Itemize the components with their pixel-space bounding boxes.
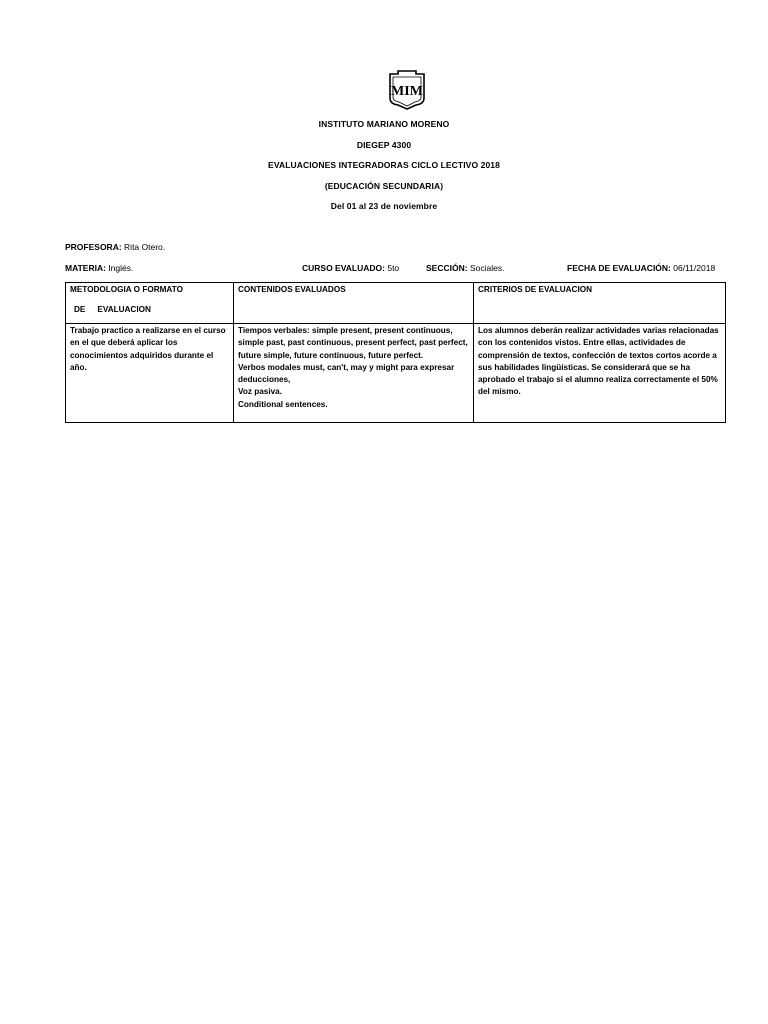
- evaluation-date-info: [567, 263, 715, 273]
- section-value: Sociales.: [469, 263, 505, 273]
- header-methodology-line2: [70, 304, 229, 316]
- cell-contents: [234, 324, 474, 423]
- header-criteria: CRITERIOS DE EVALUACION: [474, 283, 726, 324]
- contents-passive-voice: Voz pasiva.: [238, 387, 282, 397]
- section-info: [426, 263, 504, 273]
- section-label: SECCIÓN:: [426, 263, 468, 273]
- course-label: CURSO EVALUADO:: [302, 263, 385, 273]
- header-methodology-evaluacion: EVALUACION: [97, 305, 151, 315]
- cell-criteria: Los alumnos deberán realizar actividades varias relacionadas con los contenidos vistos. Entre ellas, actividades de comprensión de textos, confección de textos cortos acorde a sus habilidades lingüísticas. Se considerará que se ha aprobado el trabajo si el alumno realiza correctamente el 50% del mismo.: [474, 324, 726, 423]
- subject-info: [65, 263, 133, 273]
- education-level: (EDUCACIÓN SECUNDARIA): [324, 181, 444, 191]
- header-methodology: [66, 283, 234, 324]
- evaluation-date-label: FECHA DE EVALUACIÓN:: [567, 263, 671, 273]
- teacher-info: [65, 242, 165, 252]
- course-value: 5to: [387, 263, 400, 273]
- table-header-row: [66, 283, 726, 324]
- evaluation-table: [65, 282, 726, 423]
- header-methodology-line1: METODOLOGIA O FORMATO: [70, 285, 183, 294]
- school-crest-logo: [387, 70, 427, 110]
- school-name: INSTITUTO MARIANO MORENO: [318, 119, 450, 129]
- evaluation-dates: Del 01 al 23 de noviembre: [330, 201, 438, 211]
- logo-monogram: MIM: [391, 84, 423, 99]
- subject-label: MATERIA:: [65, 263, 106, 273]
- evaluation-date-value: 06/11/2018: [673, 263, 716, 273]
- school-code: DIEGEP 4300: [356, 140, 412, 150]
- subject-value: Inglés.: [108, 263, 134, 273]
- contents-verb-tenses: Tiempos verbales: simple present, present continuous, simple past, past continuous, present perfect, past perfect, future simple, future continuous, future perfect.: [238, 326, 468, 360]
- teacher-label: PROFESORA:: [65, 242, 122, 252]
- header-methodology-de: DE: [74, 305, 86, 315]
- contents-conditionals: Conditional sentences.: [238, 399, 328, 409]
- course-info: [302, 263, 399, 273]
- header-contents: CONTENIDOS EVALUADOS: [234, 283, 474, 324]
- table-row: [66, 324, 726, 423]
- cell-methodology: Trabajo practico a realizarse en el curso en el que deberá aplicar los conocimientos adquiridos durante el año.: [66, 324, 234, 423]
- document-title: EVALUACIONES INTEGRADORAS CICLO LECTIVO 2018: [268, 160, 500, 170]
- contents-modal-verbs: Verbos modales must, can't, may y might para expresar deducciones,: [238, 362, 455, 385]
- teacher-value: Rita Otero.: [124, 242, 166, 252]
